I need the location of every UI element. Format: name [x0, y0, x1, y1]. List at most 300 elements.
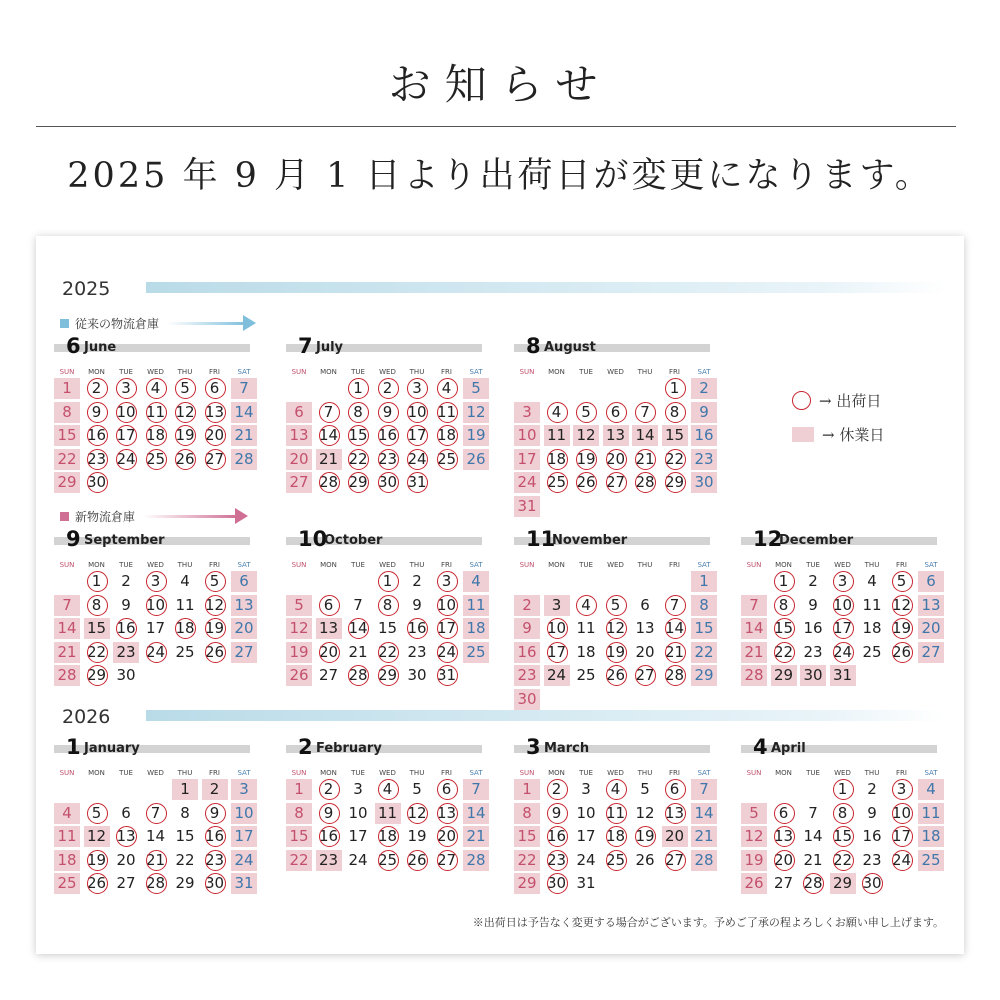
ship-day: 16	[546, 827, 567, 845]
ship-circle-icon	[606, 595, 627, 616]
weekday-label: MON	[320, 368, 337, 376]
ship-circle-icon	[319, 642, 340, 663]
holiday-day: 21	[316, 449, 342, 470]
ship-day: 3	[434, 571, 460, 592]
ship-circle-icon	[205, 425, 226, 446]
ship-circle-icon	[146, 873, 167, 894]
ship-circle-icon	[205, 449, 226, 470]
ship-day: 27	[204, 449, 225, 468]
ship-day: 26	[576, 473, 596, 491]
ship-day: 1	[662, 378, 688, 399]
ship-day: 4	[573, 595, 599, 616]
ship-circle-icon	[407, 850, 428, 871]
calendar-day: 11	[175, 595, 195, 614]
ship-day: 16	[407, 619, 427, 637]
weekday-label: WED	[379, 769, 396, 777]
holiday-day: 28	[231, 449, 257, 470]
ship-circle-icon	[378, 571, 399, 592]
weekday-label: THU	[637, 368, 653, 376]
holiday-day: 1	[691, 571, 717, 592]
ship-circle-icon	[774, 803, 795, 824]
ship-day: 1	[84, 571, 110, 592]
ship-circle-icon	[547, 779, 568, 800]
month-number: 4	[753, 735, 768, 759]
ship-day: 4	[375, 779, 401, 800]
month-january	[54, 735, 254, 909]
ship-circle-icon	[146, 378, 167, 399]
ship-circle-icon	[378, 642, 399, 663]
weekday-label: MON	[88, 769, 105, 777]
holiday-day: 13	[316, 618, 342, 639]
holiday-day: 3	[514, 402, 540, 423]
holiday-day: 20	[231, 618, 257, 639]
title-divider	[36, 126, 956, 127]
legend-ship-day	[792, 390, 881, 411]
ship-circle-icon	[205, 595, 226, 616]
ship-day: 25	[145, 449, 166, 468]
ship-day: 3	[404, 378, 430, 399]
ship-day: 12	[175, 402, 195, 421]
weekday-label: SUN	[291, 561, 307, 569]
ship-circle-icon	[437, 665, 458, 686]
ship-day: 4	[143, 378, 169, 399]
month-name: November	[552, 533, 628, 548]
ship-day: 12	[891, 595, 912, 614]
ship-day: 15	[348, 426, 368, 444]
weekday-label: THU	[177, 561, 193, 569]
ship-day: 19	[635, 827, 655, 845]
ship-circle-icon	[348, 402, 369, 423]
weekday-label: TUE	[119, 368, 133, 376]
calendar-day: 3	[581, 780, 591, 798]
calendar-day: 15	[175, 827, 195, 845]
weekday-label: SUN	[59, 769, 75, 777]
ship-circle-icon	[378, 378, 399, 399]
month-name: January	[84, 741, 140, 756]
ship-day: 8	[375, 595, 401, 616]
ship-day: 25	[546, 473, 567, 491]
ship-circle-icon	[774, 850, 795, 871]
holiday-day: 29	[691, 665, 717, 686]
ship-day: 21	[664, 642, 685, 661]
ship-day: 29	[377, 666, 398, 684]
ship-circle-icon	[665, 642, 686, 663]
ship-circle-icon	[87, 472, 108, 493]
holiday-day: 7	[741, 595, 767, 616]
holiday-day: 3	[231, 779, 257, 800]
year-bar-2025	[146, 282, 946, 293]
ship-circle-icon	[378, 472, 399, 493]
ship-day: 10	[891, 803, 912, 822]
ship-circle-icon	[833, 642, 854, 663]
ship-day: 17	[546, 642, 567, 661]
ship-day: 29	[664, 473, 685, 491]
ship-circle-icon	[205, 826, 226, 847]
old-warehouse-label	[60, 315, 247, 332]
holiday-day: 23	[113, 642, 139, 663]
ship-circle-icon	[407, 472, 428, 493]
ship-circle-icon	[833, 618, 854, 639]
ship-day: 6	[434, 779, 460, 800]
calendar-day: 18	[862, 619, 882, 637]
ship-circle-icon	[437, 402, 458, 423]
holiday-day: 22	[286, 850, 312, 871]
weekday-label: SAT	[697, 368, 711, 376]
month-december	[741, 527, 941, 701]
holiday-day: 18	[463, 618, 489, 639]
arrow-right-icon	[167, 322, 247, 325]
holiday-day: 27	[918, 642, 944, 663]
weekday-label: WED	[607, 561, 624, 569]
weekday-label: SUN	[519, 368, 535, 376]
ship-circle-icon	[665, 402, 686, 423]
ship-day: 6	[662, 779, 688, 800]
announcement-text: 2025 年 9 月 1 日より出荷日が変更になります。	[67, 156, 933, 196]
ship-circle-icon	[87, 642, 108, 663]
month-number: 11	[526, 527, 556, 551]
ship-circle-icon	[348, 378, 369, 399]
holiday-day: 9	[691, 402, 717, 423]
calendar-day: 24	[576, 850, 596, 869]
ship-circle-icon	[606, 472, 627, 493]
calendar-day: 2	[412, 572, 422, 590]
ship-circle-icon	[635, 665, 656, 686]
ship-circle-icon	[348, 449, 369, 470]
ship-day: 30	[204, 874, 225, 892]
ship-day: 12	[407, 803, 427, 822]
holiday-day: 1	[54, 378, 80, 399]
ship-circle-icon	[547, 449, 568, 470]
ship-day: 26	[891, 642, 912, 661]
month-february	[286, 735, 486, 909]
ship-day: 8	[84, 595, 110, 616]
ship-day: 18	[377, 827, 398, 845]
ship-day: 18	[436, 426, 457, 444]
ship-circle-icon	[348, 472, 369, 493]
holiday-day: 28	[463, 850, 489, 871]
calendar-day: 6	[121, 803, 131, 822]
ship-circle-icon	[407, 402, 428, 423]
holiday-day: 23	[691, 449, 717, 470]
holiday-day: 29	[514, 873, 540, 894]
holiday-day: 27	[286, 472, 312, 493]
ship-circle-icon	[116, 618, 137, 639]
holiday-day: 24	[231, 850, 257, 871]
ship-day: 24	[832, 642, 853, 661]
month-number: 9	[66, 527, 81, 551]
weekday-label: THU	[409, 368, 425, 376]
ship-circle-icon	[665, 618, 686, 639]
weekday-label: TUE	[351, 769, 365, 777]
ship-day: 21	[635, 449, 655, 468]
ship-circle-icon	[774, 642, 795, 663]
ship-day: 20	[773, 850, 794, 869]
month-name: December	[779, 533, 854, 548]
calendar-day: 30	[407, 666, 427, 684]
ship-circle-icon	[378, 665, 399, 686]
holiday-day: 31	[830, 665, 856, 686]
ship-circle-icon	[635, 449, 656, 470]
calendar-day: 8	[180, 803, 190, 822]
month-name: June	[84, 340, 117, 355]
ship-circle-icon	[665, 595, 686, 616]
ship-circle-icon	[437, 595, 458, 616]
ship-day: 13	[116, 827, 136, 845]
holiday-day: 11	[544, 425, 570, 446]
holiday-day: 28	[691, 850, 717, 871]
weekday-label: MON	[548, 561, 565, 569]
ship-circle-icon	[378, 449, 399, 470]
month-number: 3	[526, 735, 541, 759]
ship-day: 19	[204, 619, 225, 637]
month-june	[54, 334, 254, 508]
ship-circle-icon	[606, 779, 627, 800]
weekday-label: SAT	[237, 561, 251, 569]
weekday-label: SUN	[746, 769, 762, 777]
ship-day: 26	[407, 850, 427, 869]
holiday-day: 5	[286, 595, 312, 616]
weekday-label: FRI	[896, 561, 907, 569]
holiday-day: 20	[662, 826, 688, 847]
calendar-day: 2	[121, 572, 131, 590]
holiday-day: 15	[514, 826, 540, 847]
holiday-day: 12	[463, 402, 489, 423]
ship-circle-icon	[319, 803, 340, 824]
ship-circle-icon	[635, 402, 656, 423]
ship-day: 5	[573, 402, 599, 423]
ship-day: 8	[662, 402, 688, 423]
weekday-label: SUN	[59, 561, 75, 569]
calendar-day: 7	[353, 595, 363, 614]
holiday-day: 4	[918, 779, 944, 800]
calendar-day: 13	[635, 619, 655, 637]
weekday-label: THU	[864, 769, 880, 777]
ship-day: 13	[664, 803, 685, 822]
holiday-day: 1	[514, 779, 540, 800]
weekday-label: SUN	[291, 368, 307, 376]
ship-circle-icon	[87, 595, 108, 616]
month-november	[514, 527, 714, 708]
calendar-day: 25	[862, 642, 882, 661]
weekday-label: TUE	[579, 769, 593, 777]
holiday-day: 16	[691, 425, 717, 446]
holiday-day: 4	[463, 571, 489, 592]
weekday-label: WED	[147, 769, 164, 777]
ship-circle-icon	[437, 425, 458, 446]
ship-day: 16	[377, 426, 398, 444]
ship-day: 27	[635, 666, 655, 684]
holiday-day: 28	[54, 665, 80, 686]
ship-day: 20	[318, 642, 339, 661]
calendar-day: 9	[121, 595, 131, 614]
ship-day: 30	[86, 473, 107, 491]
weekday-label: SUN	[746, 561, 762, 569]
holiday-day: 20	[918, 618, 944, 639]
arrow-right-icon	[143, 515, 239, 518]
ship-day: 27	[664, 850, 685, 869]
ship-day: 26	[86, 874, 107, 892]
weekday-label: TUE	[806, 561, 820, 569]
ship-day: 10	[407, 402, 427, 421]
ship-circle-icon	[205, 571, 226, 592]
ship-day: 22	[86, 642, 107, 661]
holiday-day: 4	[54, 803, 80, 824]
holiday-day: 13	[603, 425, 629, 446]
ship-day: 2	[84, 378, 110, 399]
ship-day: 10	[145, 595, 166, 614]
ship-circle-icon	[378, 425, 399, 446]
holiday-day: 5	[463, 378, 489, 399]
ship-circle-icon	[547, 642, 568, 663]
holiday-day: 14	[632, 425, 658, 446]
ship-day: 17	[436, 619, 457, 637]
ship-day: 10	[116, 402, 136, 421]
new-warehouse-text: 新物流倉庫	[75, 510, 136, 524]
weekday-label: TUE	[119, 561, 133, 569]
ship-day: 26	[204, 642, 225, 661]
ship-day: 5	[202, 571, 228, 592]
ship-day: 5	[603, 595, 629, 616]
weekday-label: MON	[88, 561, 105, 569]
ship-circle-icon	[146, 425, 167, 446]
weekday-label: SAT	[697, 561, 711, 569]
ship-circle-icon	[606, 618, 627, 639]
ship-day: 16	[204, 827, 225, 845]
calendar-card	[36, 236, 964, 954]
holiday-day: 13	[918, 595, 944, 616]
ship-circle-icon	[348, 665, 369, 686]
holiday-day: 8	[514, 803, 540, 824]
holiday-day: 8	[691, 595, 717, 616]
holiday-day: 21	[691, 826, 717, 847]
holiday-day: 29	[54, 472, 80, 493]
ship-day: 28	[635, 473, 655, 491]
weekday-label: FRI	[441, 368, 452, 376]
ship-circle-icon	[892, 571, 913, 592]
ship-circle-icon	[833, 595, 854, 616]
ship-day: 1	[375, 571, 401, 592]
ship-day: 17	[891, 827, 912, 845]
ship-circle-icon	[205, 402, 226, 423]
holiday-day: 6	[286, 402, 312, 423]
ship-circle-icon	[319, 595, 340, 616]
calendar-day: 7	[808, 803, 818, 822]
weekday-label: WED	[607, 769, 624, 777]
ship-day: 28	[318, 473, 339, 491]
holiday-day: 26	[741, 873, 767, 894]
ship-day: 17	[832, 619, 853, 637]
ship-circle-icon	[319, 472, 340, 493]
ship-circle-icon	[774, 826, 795, 847]
ship-circle-icon	[833, 826, 854, 847]
new-warehouse-marker	[60, 512, 69, 521]
holiday-day: 2	[691, 378, 717, 399]
ship-day: 23	[204, 850, 225, 869]
ship-circle-icon	[87, 449, 108, 470]
holiday-day: 25	[463, 642, 489, 663]
ship-circle-icon	[116, 449, 137, 470]
ship-day: 18	[145, 426, 166, 444]
ship-day: 28	[664, 666, 685, 684]
ship-day: 30	[862, 874, 882, 892]
weekday-label: FRI	[669, 368, 680, 376]
ship-circle-icon	[892, 779, 913, 800]
ship-day: 4	[603, 779, 629, 800]
weekday-label: FRI	[441, 769, 452, 777]
weekday-label: THU	[637, 769, 653, 777]
holiday-day: 13	[286, 425, 312, 446]
holiday-day: 10	[514, 425, 540, 446]
weekday-label: MON	[88, 368, 105, 376]
ship-day: 6	[771, 803, 797, 824]
ship-day: 18	[605, 827, 626, 845]
weekday-label: TUE	[351, 368, 365, 376]
year-label-2026: 2026	[62, 706, 111, 728]
ship-circle-icon	[665, 850, 686, 871]
weekday-label: SAT	[237, 368, 251, 376]
holiday-day: 27	[231, 642, 257, 663]
ship-circle-icon	[146, 803, 167, 824]
holiday-day: 2	[514, 595, 540, 616]
calendar-day: 14	[145, 827, 166, 845]
weekday-label: TUE	[119, 769, 133, 777]
calendar-day: 27	[116, 874, 136, 892]
month-name: April	[771, 741, 806, 756]
ship-day: 4	[544, 402, 570, 423]
ship-circle-icon	[319, 425, 340, 446]
weekday-label: SUN	[519, 769, 535, 777]
holiday-day: 31	[514, 496, 540, 517]
ship-day: 28	[145, 874, 166, 892]
ship-day: 7	[316, 402, 342, 423]
month-name: August	[544, 340, 596, 355]
ship-circle-icon	[205, 642, 226, 663]
ship-day: 13	[436, 803, 457, 822]
calendar-day: 12	[635, 803, 655, 822]
holiday-day: 22	[691, 642, 717, 663]
month-name: September	[84, 533, 165, 548]
ship-circle-icon	[437, 618, 458, 639]
ship-circle-icon	[205, 850, 226, 871]
ship-day: 20	[204, 426, 225, 444]
weekday-label: FRI	[669, 561, 680, 569]
ship-circle-icon	[833, 779, 854, 800]
holiday-day: 14	[231, 402, 257, 423]
ship-day: 22	[377, 642, 398, 661]
weekday-label: SUN	[59, 368, 75, 376]
weekday-label: THU	[637, 561, 653, 569]
ship-day: 22	[773, 642, 794, 661]
calendar-day: 18	[576, 642, 596, 661]
calendar-day: 27	[318, 666, 339, 684]
ship-day: 10	[832, 595, 853, 614]
holiday-day: 21	[463, 826, 489, 847]
ship-day: 23	[546, 850, 567, 869]
calendar-day: 21	[803, 850, 823, 869]
ship-circle-icon	[116, 826, 137, 847]
ship-circle-icon	[116, 378, 137, 399]
ship-circle-icon	[146, 642, 167, 663]
calendar-day: 9	[867, 803, 877, 822]
weekday-label: MON	[775, 561, 792, 569]
calendar-day: 20	[116, 850, 136, 869]
ship-circle-icon	[547, 472, 568, 493]
ship-circle-icon	[862, 873, 883, 894]
weekday-label: MON	[775, 769, 792, 777]
ship-circle-icon	[319, 779, 340, 800]
ship-circle-icon	[635, 826, 656, 847]
weekday-label: SUN	[291, 769, 307, 777]
